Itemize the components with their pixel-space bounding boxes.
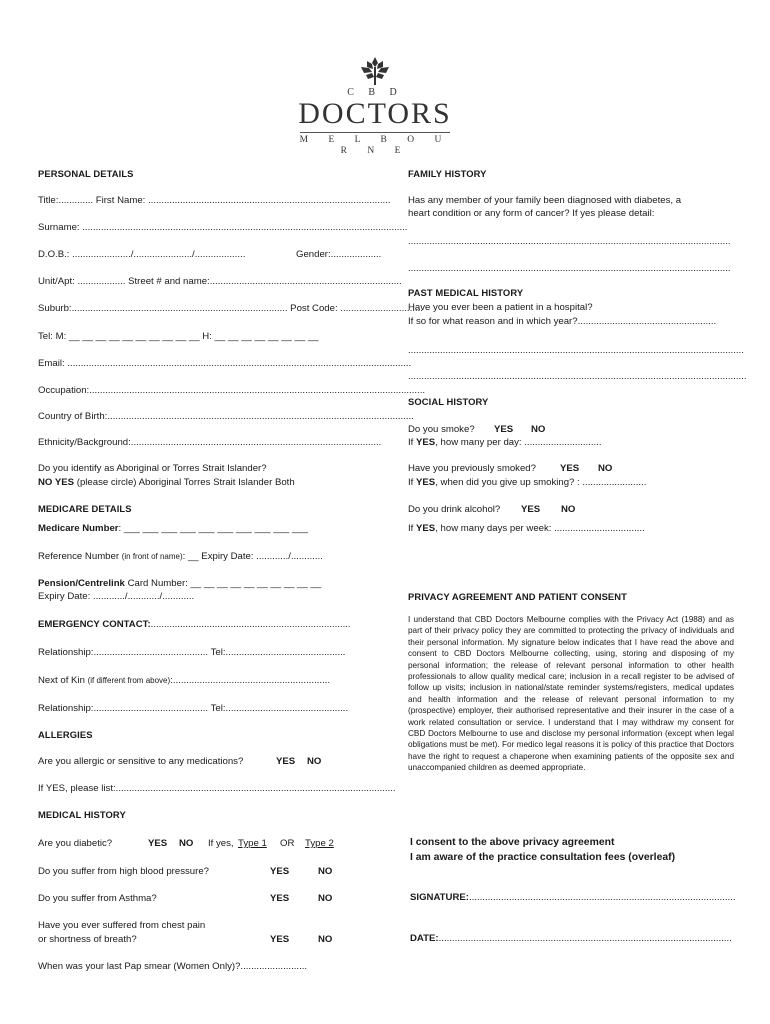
medicare-details-heading: MEDICARE DETAILS (38, 503, 132, 514)
give-up-if: If (408, 477, 416, 488)
asthma-no-option[interactable]: NO (318, 893, 333, 904)
next-of-kin-note: (if different from above) (87, 676, 171, 685)
cbd-doctors-logo (290, 55, 460, 156)
medicare-number-blanks[interactable]: : ___ ___ ___ ___ ___ ___ ___ ___ ___ ___ (118, 523, 308, 534)
diabetic-question: Are you diabetic? (38, 838, 113, 849)
dob-field[interactable]: D.O.B.: ....................../....................../................... (38, 249, 246, 260)
previously-smoked-question: Have you previously smoked? (408, 463, 536, 474)
privacy-agreement-heading: PRIVACY AGREEMENT AND PATIENT CONSENT (408, 591, 627, 602)
bp-yes-option[interactable]: YES (270, 866, 290, 877)
diabetic-yes-option[interactable]: YES (148, 838, 168, 849)
past-medical-history-heading: PAST MEDICAL HISTORY (408, 287, 524, 298)
emergency-contact-dots[interactable]: ........................................................................... (150, 619, 351, 630)
family-history-heading: FAMILY HISTORY (408, 168, 487, 179)
days-per-week-field[interactable] (408, 523, 645, 534)
logo-divider (300, 132, 450, 133)
give-up-yes: YES (416, 477, 436, 488)
signature-dots[interactable]: .................................................................................................... (468, 892, 736, 903)
type-2-option[interactable]: Type 2 (305, 838, 334, 849)
family-detail-line-2[interactable]: ......................................................................................................................... (408, 263, 731, 274)
past-history-line-2[interactable]: ............................................................................................................................... (408, 371, 747, 382)
give-up-field[interactable] (408, 477, 646, 488)
reference-blanks[interactable]: : __ Expiry Date: ............/............ (182, 551, 323, 562)
leaf-emblem-icon (355, 55, 395, 87)
asthma-yes-option[interactable]: YES (270, 893, 290, 904)
gender-field[interactable]: Gender:................... (296, 249, 382, 260)
chest-pain-question-line2: or shortness of breath? (38, 934, 137, 945)
allergy-no-option[interactable]: NO (307, 756, 322, 767)
reference-label: Reference Number (38, 551, 122, 562)
blood-pressure-question: Do you suffer from high blood pressure? (38, 866, 210, 877)
allergy-yes-option[interactable]: YES (276, 756, 296, 767)
street-address-field[interactable]: Unit/Apt: .................. Street # and name:........................................................................ (38, 276, 402, 287)
type-1-option[interactable]: Type 1 (238, 838, 267, 849)
signature-label: SIGNATURE: (410, 892, 469, 903)
date-dots[interactable]: .............................................................................................................. (438, 933, 732, 944)
diabetic-if-yes: If yes, (208, 838, 234, 849)
medicare-number-label: Medicare Number (38, 523, 119, 534)
family-detail-line-1[interactable]: ......................................................................................................................... (408, 236, 731, 247)
telephone-field[interactable]: Tel: M: __ __ __ __ __ __ __ __ __ __ H: __ __ __ __ __ __ __ __ (38, 331, 319, 342)
allergies-heading: ALLERGIES (38, 729, 93, 740)
personal-details-heading: PERSONAL DETAILS (38, 168, 134, 179)
allergy-question: Are you allergic or sensitive to any medications? (38, 756, 244, 767)
give-up-dots[interactable]: , when did you give up smoking? : ........................ (435, 477, 647, 488)
smoke-no-option[interactable]: NO (531, 424, 546, 435)
alcohol-yes-option[interactable]: YES (521, 504, 541, 515)
per-day-field[interactable] (408, 437, 602, 448)
suburb-postcode-field[interactable]: Suburb:................................................................................. Post Code: ............................... (38, 303, 423, 314)
email-field[interactable]: Email: ................................................................................................................................. (38, 358, 412, 369)
diabetic-or: OR (280, 838, 295, 849)
logo-melbourne-text: M E L B O U R N E (299, 135, 451, 156)
pension-expiry-field[interactable]: Expiry Date: ............/............/............ (38, 591, 195, 602)
ethnicity-field[interactable]: Ethnicity/Background:.............................................................................................. (38, 437, 382, 448)
pension-card-field[interactable] (38, 578, 321, 589)
date-field[interactable] (410, 933, 732, 944)
consent-statement-2: I am aware of the practice consultation fees (overleaf) (410, 852, 676, 863)
relationship-tel-field-2[interactable]: Relationship:........................................... Tel:.............................................. (38, 703, 349, 714)
pension-blanks[interactable]: Card Number: __ __ __ __ __ __ __ __ __ __ (124, 578, 322, 589)
hospital-question: Have you ever been a patient in a hospital? (408, 302, 593, 313)
occupation-field[interactable]: Occupation:.............................................................................................................................. (38, 385, 426, 396)
title-first-name-field[interactable]: Title:............. First Name: ........................................................................................... (38, 195, 391, 206)
logo-cbd-text: C B D (347, 87, 403, 98)
chest-no-option[interactable]: NO (318, 934, 333, 945)
days-if: If (408, 523, 416, 534)
per-day-if: If (408, 437, 416, 448)
family-question-line1: Has any member of your family been diagnosed with diabetes, a (408, 195, 682, 206)
alcohol-no-option[interactable]: NO (561, 504, 576, 515)
date-label: DATE: (410, 933, 439, 944)
next-of-kin-field[interactable] (38, 675, 330, 686)
pap-smear-field[interactable]: When was your last Pap smear (Women Only)?......................... (38, 961, 308, 972)
prev-smoke-yes-option[interactable]: YES (560, 463, 580, 474)
surname-field[interactable]: Surname: .......................................................................................................................... (38, 222, 408, 233)
aboriginal-options[interactable] (38, 477, 295, 488)
emergency-contact-field[interactable] (38, 619, 351, 630)
medicare-number-field[interactable] (38, 523, 308, 534)
reference-number-field[interactable] (38, 551, 323, 562)
past-history-line-1[interactable]: .............................................................................................................................. (408, 345, 744, 356)
days-yes: YES (416, 523, 436, 534)
per-day-dots[interactable]: , how many per day: ............................. (435, 437, 602, 448)
signature-field[interactable] (410, 892, 736, 903)
allergy-list-field[interactable]: If YES, please list:......................................................................................................... (38, 783, 396, 794)
aboriginal-choices[interactable]: (please circle) Aboriginal Torres Strait Islander Both (74, 477, 295, 488)
prev-smoke-no-option[interactable]: NO (598, 463, 613, 474)
emergency-contact-label: EMERGENCY CONTACT: (38, 619, 151, 630)
aboriginal-question: Do you identify as Aboriginal or Torres Strait Islander? (38, 463, 267, 474)
chest-yes-option[interactable]: YES (270, 934, 290, 945)
relationship-tel-field-1[interactable]: Relationship:........................................... Tel:............................................. (38, 647, 346, 658)
bp-no-option[interactable]: NO (318, 866, 333, 877)
smoke-yes-option[interactable]: YES (494, 424, 514, 435)
country-of-birth-field[interactable]: Country of Birth:................................................................................................................... (38, 411, 414, 422)
days-dots[interactable]: , how many days per week: .................................. (435, 523, 645, 534)
consent-statement-1: I consent to the above privacy agreement (410, 837, 615, 848)
social-history-heading: SOCIAL HISTORY (408, 396, 489, 407)
aboriginal-no-yes[interactable]: NO YES (38, 477, 75, 488)
asthma-question: Do you suffer from Asthma? (38, 893, 157, 904)
logo-doctors-text: DOCTORS (298, 97, 452, 130)
smoke-question: Do you smoke? (408, 424, 475, 435)
chest-pain-question-line1: Have you ever suffered from chest pain (38, 920, 206, 931)
per-day-yes: YES (416, 437, 436, 448)
pension-label: Pension/Centrelink (38, 578, 125, 589)
alcohol-question: Do you drink alcohol? (408, 504, 501, 515)
reference-note: (in front of name) (121, 552, 183, 561)
next-of-kin-label: Next of Kin (38, 675, 88, 686)
hospital-reason-field[interactable]: If so for what reason and in which year?.................................................... (408, 316, 717, 327)
next-of-kin-dots[interactable]: :........................................................... (170, 675, 331, 686)
family-question-line2: heart condition or any form of cancer? If yes please detail: (408, 208, 655, 219)
privacy-agreement-text: I understand that CBD Doctors Melbourne complies with the Privacy Act (1988) and as part of their privacy policy they are committed to protecting the privacy of individuals and their personal information. My signature below indicates that I have read the above and consent to CBD Doctors Melbourne collecting, using, storing and disposing of my personal information; the release of relevant personal information to other health professionals to allow quality medical care; inclusion in a recall register to be advised of follow up visits; inclusion in national/state reminder systems/registers, medical updates and health information and the release of relevant personal information to my (prospective) employer, their authorised representative and their insurer in the case of a work related consultation or service. I understand that I may withdraw my consent for CBD Doctors Melbourne to use and disclose my personal information (except when legal obligations must be met). For medico legal reasons it is policy of this practice that Doctors have the right to request a chaperone when examining patients of the opposite sex and unaccompanied children as deemed appropriate. (408, 615, 734, 773)
medical-history-heading: MEDICAL HISTORY (38, 809, 126, 820)
diabetic-no-option[interactable]: NO (179, 838, 194, 849)
